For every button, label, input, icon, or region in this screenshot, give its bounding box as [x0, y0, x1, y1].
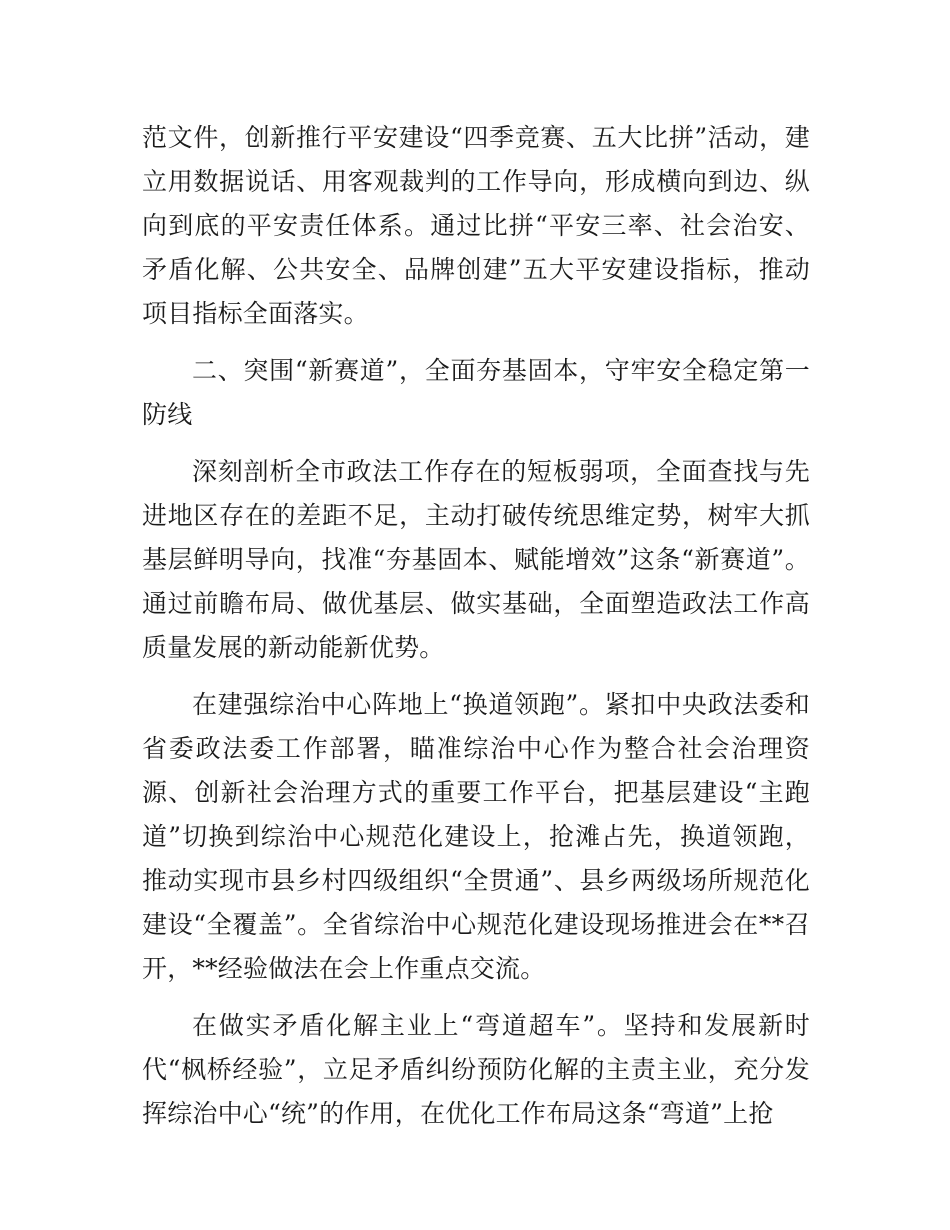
body-paragraph: 在做实矛盾化解主业上“弯道超车”。坚持和发展新时代“枫桥经验”，立足矛盾纠纷预防化解的主责主业，充分发挥综治中心“统”的作用，在优化工作布局这条“弯道”上抢 [142, 1011, 810, 1128]
document-page [142, 116, 810, 1149]
body-paragraph: 深刻剖析全市政法工作存在的短板弱项，全面查找与先进地区存在的差距不足，主动打破传统思维定势，树牢大抓基层鲜明导向，找准“夯基固本、赋能增效”这条“新赛道”。通过前瞻布局、做优基层、做实基础，全面塑造政法工作高质量发展的新动能新优势。 [142, 457, 810, 662]
body-paragraph: 在建强综治中心阵地上“换道领跑”。紧扣中央政法委和省委政法委工作部署，瞄准综治中心作为整合社会治理资源、创新社会治理方式的重要工作平台，把基层建设“主跑道”切换到综治中心规范化建设上，抢滩占先，换道领跑，推动实现市县乡村四级组织“全贯通”、县乡两级场所规范化建设“全覆盖”。全省综治中心规范化建设现场推进会在**召开，**经验做法在会上作重点交流。 [142, 690, 810, 983]
body-paragraph: 范文件，创新推行平安建设“四季竞赛、五大比拼”活动，建立用数据说话、用客观裁判的工作导向，形成横向到边、纵向到底的平安责任体系。通过比拼“平安三率、社会治安、矛盾化解、公共安全、品牌创建”五大平安建设指标，推动项目指标全面落实。 [142, 123, 810, 328]
section-heading: 二、突围“新赛道”，全面夯基固本，守牢安全稳定第一防线 [142, 356, 810, 429]
